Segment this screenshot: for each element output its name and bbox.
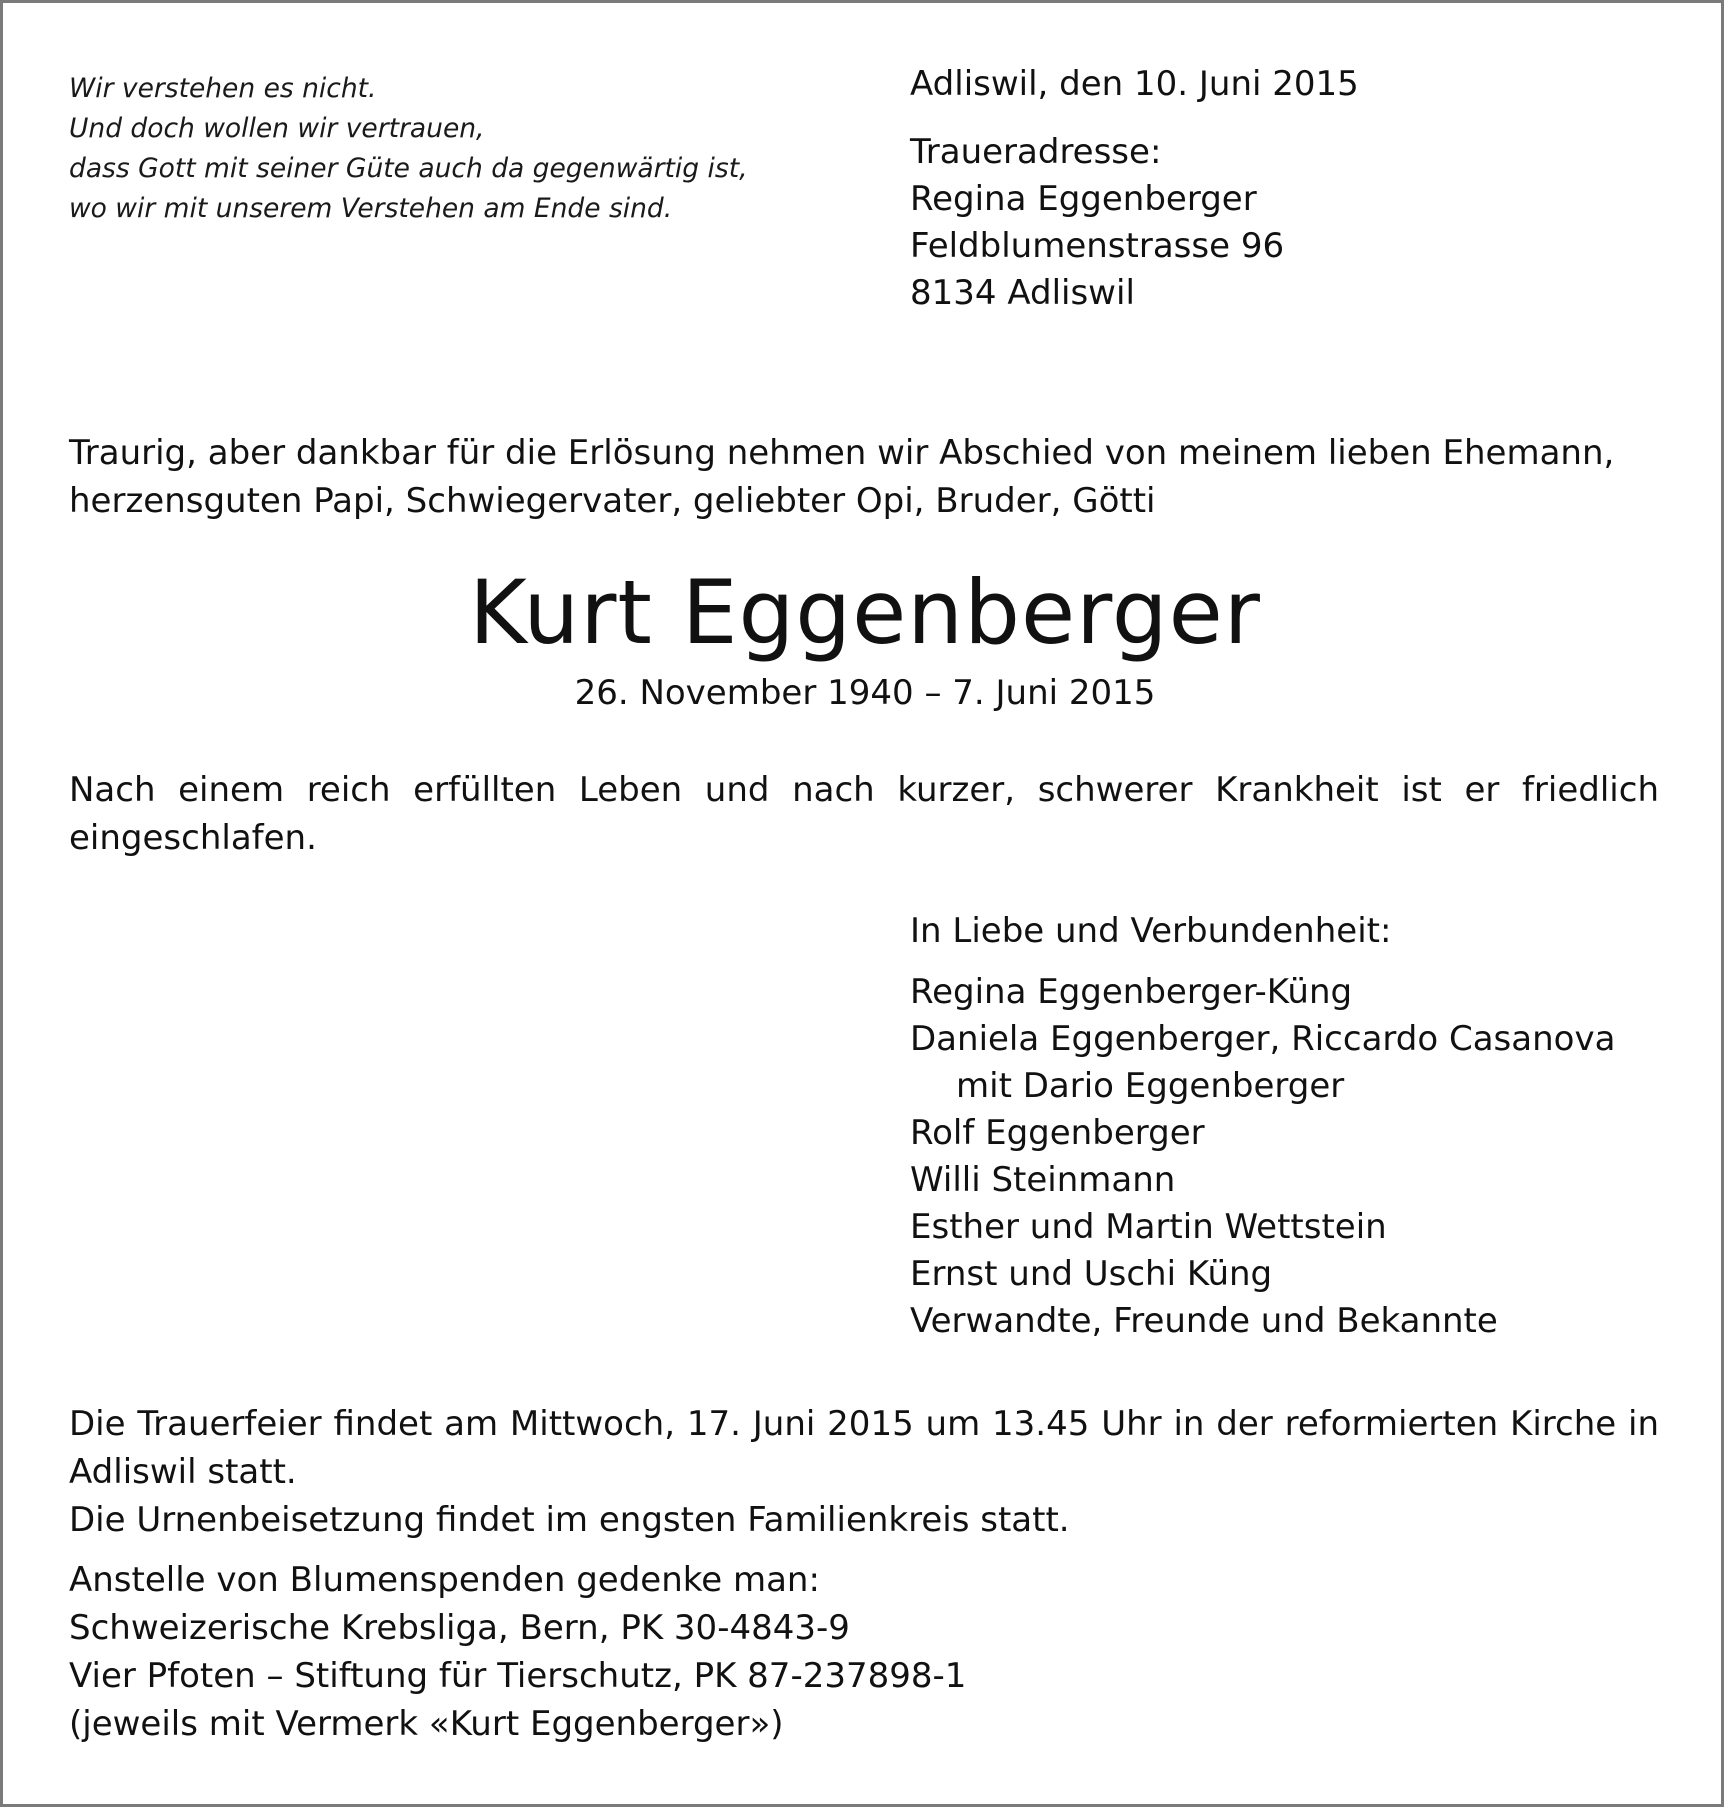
place-date: Adliswil, den 10. Juni 2015 (910, 64, 1359, 104)
donation-line: Schweizerische Krebsliga, Bern, PK 30-4843-9 (69, 1608, 850, 1648)
mourner-name: Rolf Eggenberger (910, 1113, 1205, 1153)
poem-line: dass Gott mit seiner Güte auch da gegenwärtig ist, (69, 153, 748, 184)
mourner-name: mit Dario Eggenberger (956, 1066, 1345, 1106)
deceased-name: Kurt Eggenberger (469, 561, 1261, 664)
donations-intro: Anstelle von Blumenspenden gedenke man: (69, 1560, 820, 1600)
funeral-info: Die Trauerfeier findet am Mittwoch, 17. Juni 2015 um 13.45 Uhr in der reformierten Kirche in Adliswil statt. (69, 1404, 1659, 1492)
address-label: Traueradresse: (910, 132, 1162, 172)
poem-line: Wir verstehen es nicht. (69, 73, 377, 104)
service-info (69, 1400, 1659, 1544)
mourner-name: Ernst und Uschi Küng (910, 1254, 1273, 1294)
address-line: Regina Eggenberger (910, 179, 1257, 219)
passing-text: Nach einem reich erfüllten Leben und nach kurzer, schwerer Krankheit ist er friedlich eingeschlafen. (69, 770, 1659, 858)
mourner-name: Daniela Eggenberger, Riccardo Casanova (910, 1019, 1616, 1059)
poem-line: Und doch wollen wir vertrauen, (69, 113, 485, 144)
urn-burial-info: Die Urnenbeisetzung findet im engsten Familienkreis statt. (69, 1500, 1070, 1540)
mourner-name: Esther und Martin Wettstein (910, 1207, 1387, 1247)
donations-info (69, 1556, 1659, 1748)
intro-line: Traurig, aber dankbar für die Erlösung nehmen wir Abschied von meinem lieben Ehemann, (69, 433, 1615, 473)
mourner-name: Verwandte, Freunde und Bekannte (910, 1301, 1498, 1341)
address-line: Feldblumenstrasse 96 (910, 226, 1285, 266)
mourner-name: Willi Steinmann (910, 1160, 1176, 1200)
poem-line: wo wir mit unserem Verstehen am Ende sind. (69, 193, 673, 224)
donation-line: Vier Pfoten – Stiftung für Tierschutz, PK 87-237898-1 (69, 1656, 967, 1696)
mourning-address (910, 129, 1284, 317)
poem (69, 69, 829, 229)
mourner-name: Regina Eggenberger-Küng (910, 972, 1353, 1012)
closing-phrase: In Liebe und Verbundenheit: (910, 911, 1392, 951)
address-line: 8134 Adliswil (910, 273, 1135, 313)
mourners-list (910, 969, 1615, 1345)
intro-text (69, 429, 1669, 525)
life-dates: 26. November 1940 – 7. Juni 2015 (574, 673, 1156, 713)
donation-line: (jeweils mit Vermerk «Kurt Eggenberger») (69, 1704, 784, 1744)
intro-line: herzensguten Papi, Schwiegervater, geliebter Opi, Bruder, Götti (69, 481, 1156, 521)
